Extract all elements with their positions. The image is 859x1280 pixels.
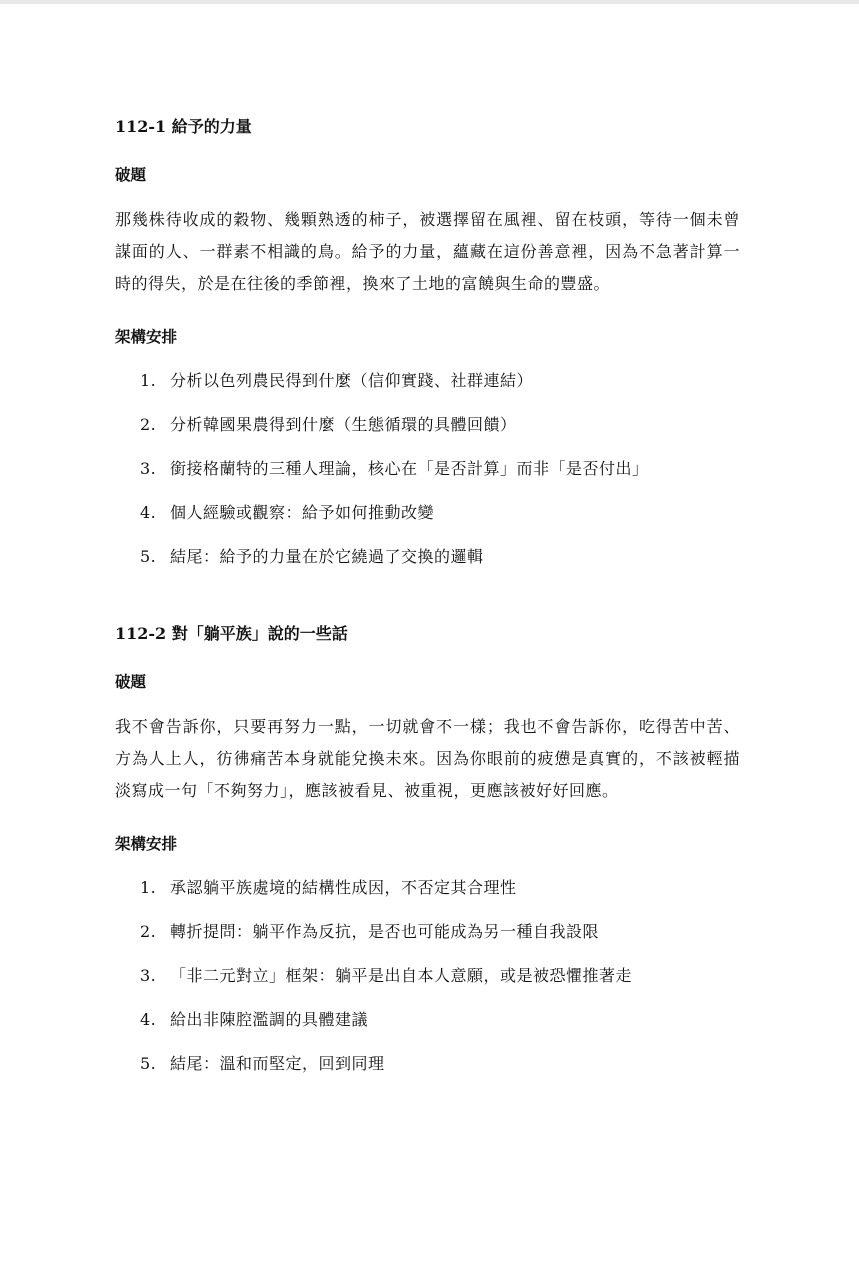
outline-item <box>140 454 740 484</box>
outline-item-number: 2. <box>140 415 157 434</box>
outline-item-text: 分析韓國果農得到什麼（生態循環的具體回饋） <box>170 415 517 434</box>
outline-item-text: 結尾：溫和而堅定，回到同理 <box>170 1054 385 1073</box>
top-edge-bar <box>0 0 859 4</box>
outline-item-number: 3. <box>140 966 157 985</box>
outline-item-number: 4. <box>140 1010 157 1029</box>
outline-item-number: 2. <box>140 922 157 941</box>
outline-item-text: 承認躺平族處境的結構性成因，不否定其合理性 <box>170 878 517 897</box>
outline-item-number: 5. <box>140 547 157 566</box>
outline-item-text: 轉折提問：躺平作為反抗，是否也可能成為另一種自我設限 <box>170 922 600 941</box>
outline-list <box>115 873 740 1079</box>
outline-item <box>140 1005 740 1035</box>
outline-item-text: 結尾：給予的力量在於它繞過了交換的邏輯 <box>170 547 484 566</box>
intro-paragraph: 我不會告訴你，只要再努力一點，一切就會不一樣；我也不會告訴你，吃得苦中苦、方為人上人，彷彿痛苦本身就能兌換未來。因為你眼前的疲憊是真實的，不該被輕描淡寫成一句「不夠努力」，應該被看見、被重視，更應該被好好回應。 <box>115 717 740 800</box>
section-112-2 <box>115 619 740 1079</box>
outline-item <box>140 410 740 440</box>
section-title: 112-2 對「躺平族」說的一些話 <box>115 624 348 643</box>
outline-item-number: 1. <box>140 371 157 390</box>
outline-item-number: 3. <box>140 459 157 478</box>
outline-item <box>140 873 740 903</box>
outline-item-number: 4. <box>140 503 157 522</box>
outline-item-number: 5. <box>140 1054 157 1073</box>
outline-item <box>140 498 740 528</box>
outline-list <box>115 366 740 572</box>
outline-item-text: 銜接格蘭特的三種人理論，核心在「是否計算」而非「是否付出」 <box>170 459 649 478</box>
outline-item <box>140 366 740 396</box>
outline-item <box>140 1049 740 1079</box>
document-page <box>115 112 740 1093</box>
outline-item-text: 分析以色列農民得到什麼（信仰實踐、社群連結） <box>170 371 534 390</box>
section-title: 112-1 給予的力量 <box>115 117 252 136</box>
outline-item <box>140 961 740 991</box>
outline-heading: 架構安排 <box>115 834 178 853</box>
outline-item <box>140 542 740 572</box>
outline-item-text: 個人經驗或觀察：給予如何推動改變 <box>170 503 435 522</box>
intro-heading: 破題 <box>115 672 147 691</box>
section-112-1 <box>115 112 740 572</box>
outline-item-text: 「非二元對立」框架：躺平是出自本人意願，或是被恐懼推著走 <box>170 966 633 985</box>
outline-item-text: 給出非陳腔濫調的具體建議 <box>170 1010 369 1029</box>
intro-heading: 破題 <box>115 165 147 184</box>
outline-item <box>140 917 740 947</box>
outline-item-number: 1. <box>140 878 157 897</box>
intro-paragraph: 那幾株待收成的穀物、幾顆熟透的柿子，被選擇留在風裡、留在枝頭，等待一個未曾謀面的人、一群素不相識的鳥。給予的力量，蘊藏在這份善意裡，因為不急著計算一時的得失，於是在往後的季節裡，換來了土地的富饒與生命的豐盛。 <box>115 210 740 293</box>
outline-heading: 架構安排 <box>115 327 178 346</box>
